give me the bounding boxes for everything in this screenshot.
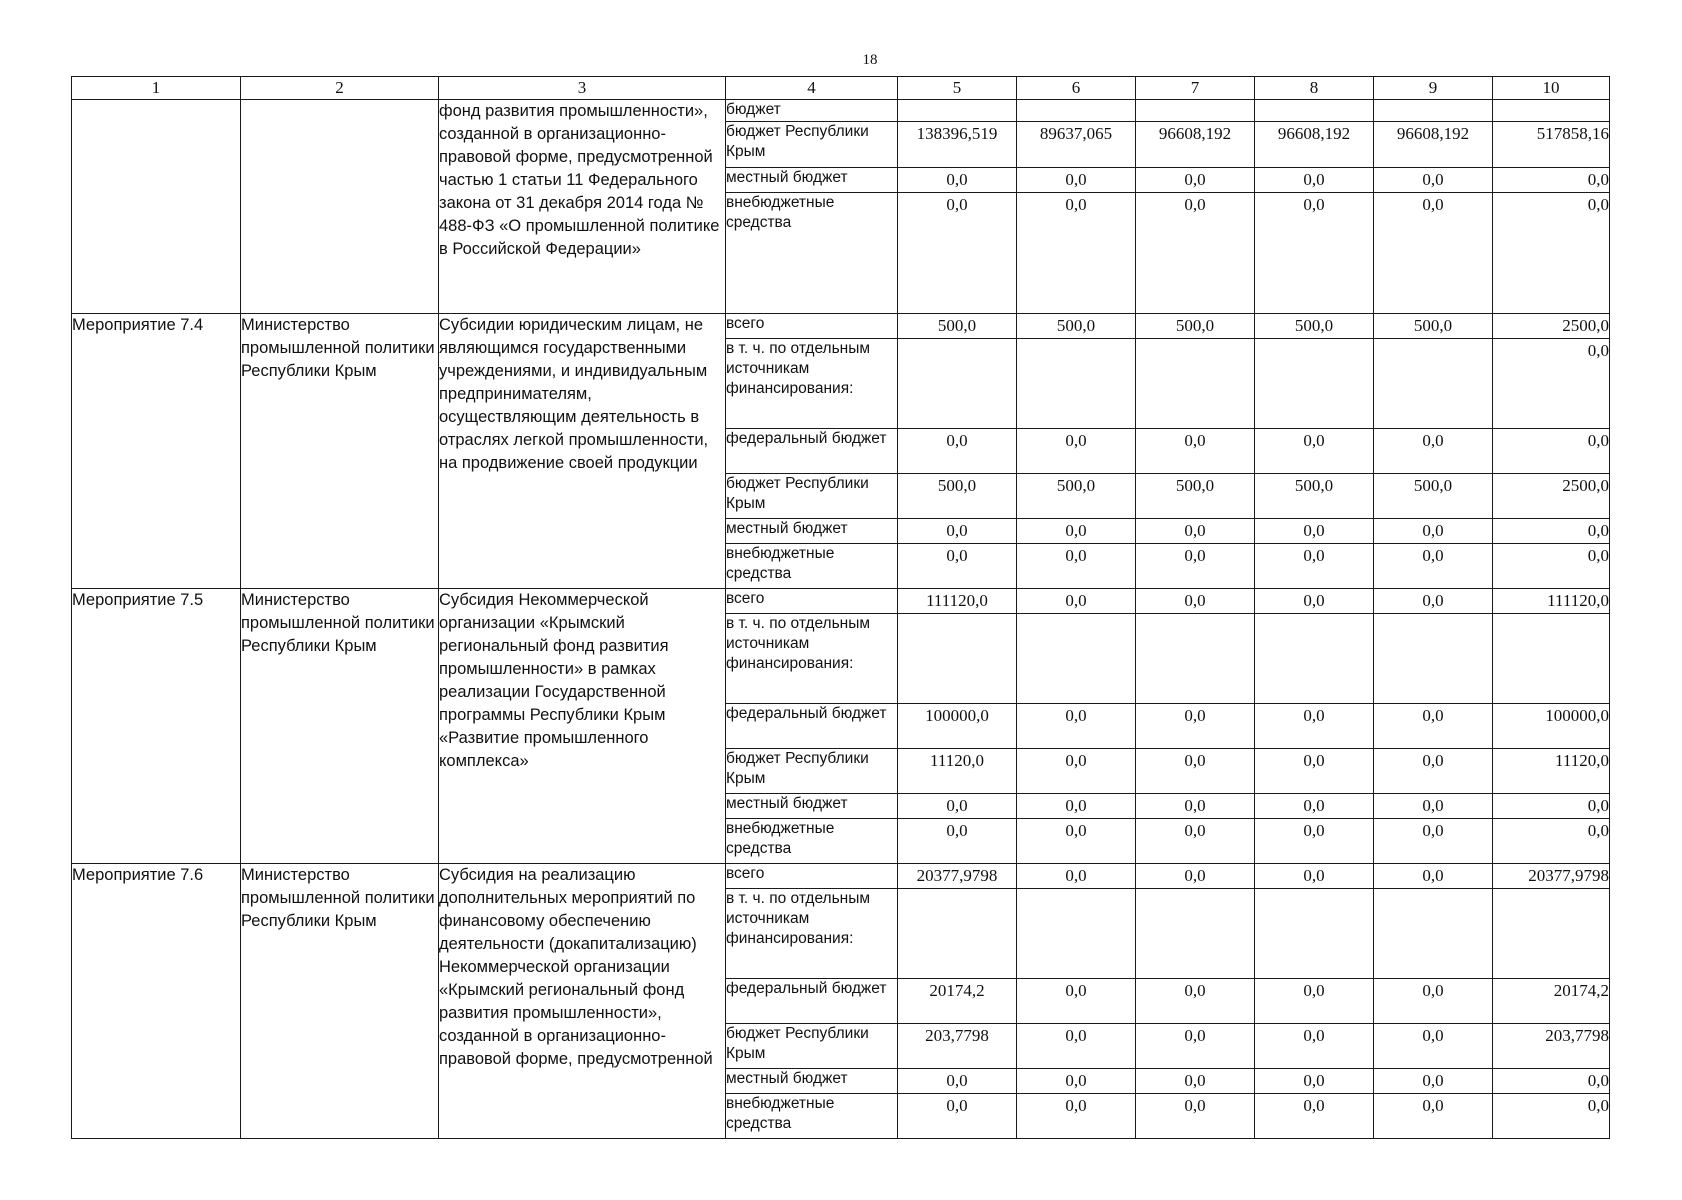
value-cell: [898, 614, 1017, 704]
value-cell: 11120,0: [898, 749, 1017, 794]
funding-source-label: бюджет Республики Крым: [726, 123, 869, 160]
value-cell: 0,0: [1017, 704, 1136, 749]
value-cell: 0,0: [1017, 544, 1136, 589]
value-cell: 0,0: [1017, 979, 1136, 1024]
value-cell: 89637,065: [1017, 122, 1136, 168]
value-cell: 0,0: [1017, 794, 1136, 819]
value-cell: 0,0: [1136, 864, 1255, 889]
value-cell: 500,0: [1255, 474, 1374, 519]
funding-source-cell: [726, 193, 898, 314]
value-cell: 0,0: [1374, 864, 1493, 889]
value-cell: 0,0: [898, 429, 1017, 474]
funding-source-label: местный бюджет: [726, 795, 848, 812]
value-cell: 0,0: [1493, 794, 1610, 819]
value-cell: [1255, 100, 1374, 122]
value-cell: [1017, 100, 1136, 122]
value-cell: 203,7798: [898, 1024, 1017, 1069]
value-cell: 11120,0: [1493, 749, 1610, 794]
funding-source-cell: [726, 794, 898, 819]
header-cell: 7: [1136, 77, 1255, 100]
funding-source-label: местный бюджет: [726, 520, 848, 537]
value-cell: 111120,0: [1493, 589, 1610, 614]
value-cell: [898, 339, 1017, 429]
value-cell: [1136, 339, 1255, 429]
funding-source-cell: [726, 168, 898, 193]
value-cell: 0,0: [1374, 193, 1493, 314]
value-cell: 0,0: [1493, 544, 1610, 589]
funding-source-cell: [726, 819, 898, 864]
header-cell: 5: [898, 77, 1017, 100]
value-cell: 0,0: [1374, 749, 1493, 794]
value-cell: 0,0: [1136, 1024, 1255, 1069]
funding-source-label: в т. ч. по отдельным источникам финансирования:: [726, 340, 871, 397]
funding-source-cell: [726, 889, 898, 979]
executor-cell: Министерство промышленной политики Республики Крым: [241, 589, 439, 864]
value-cell: [1493, 889, 1610, 979]
funding-source-label: местный бюджет: [726, 1070, 848, 1087]
funding-source-label: внебюджетные средства: [726, 545, 835, 582]
value-cell: 0,0: [1255, 168, 1374, 193]
value-cell: 0,0: [1374, 544, 1493, 589]
header-cell: 3: [439, 77, 726, 100]
funding-source-cell: [726, 704, 898, 749]
description-cell: Субсидии юридическим лицам, не являющимся государственными учреждениями, и индивидуальным предпринимателям, осуществляющим деятельность в отраслях легкой промышленности, на продвижение своей продукции: [439, 314, 726, 589]
header-cell: 2: [241, 77, 439, 100]
value-cell: 96608,192: [1255, 122, 1374, 168]
value-cell: 0,0: [1017, 193, 1136, 314]
value-cell: 500,0: [1017, 314, 1136, 339]
value-cell: 0,0: [1136, 1094, 1255, 1139]
value-cell: 2500,0: [1493, 474, 1610, 519]
funding-source-cell: [726, 474, 898, 519]
value-cell: 0,0: [1493, 819, 1610, 864]
value-cell: [898, 889, 1017, 979]
value-cell: 20174,2: [1493, 979, 1610, 1024]
value-cell: 500,0: [1136, 314, 1255, 339]
value-cell: 0,0: [1255, 1094, 1374, 1139]
value-cell: [1374, 614, 1493, 704]
measure-name-cell: Мероприятие 7.4: [72, 314, 241, 589]
value-cell: 500,0: [1136, 474, 1255, 519]
funding-source-cell: [726, 122, 898, 168]
measure-name-cell: [72, 100, 241, 314]
value-cell: 0,0: [898, 544, 1017, 589]
value-cell: 0,0: [898, 1094, 1017, 1139]
value-cell: 0,0: [1017, 589, 1136, 614]
value-cell: 0,0: [1255, 429, 1374, 474]
funding-source-label: бюджет Республики Крым: [726, 475, 869, 512]
measure-name-cell: Мероприятие 7.6: [72, 864, 241, 1139]
value-cell: [1136, 889, 1255, 979]
value-cell: 0,0: [1136, 429, 1255, 474]
funding-source-cell: [726, 589, 898, 614]
value-cell: 0,0: [1136, 794, 1255, 819]
value-cell: 100000,0: [898, 704, 1017, 749]
funding-source-label: всего: [726, 590, 765, 607]
value-cell: 0,0: [1255, 193, 1374, 314]
value-cell: 0,0: [1255, 979, 1374, 1024]
value-cell: 0,0: [1017, 168, 1136, 193]
value-cell: 111120,0: [898, 589, 1017, 614]
measure-name-cell: Мероприятие 7.5: [72, 589, 241, 864]
value-cell: 0,0: [1017, 819, 1136, 864]
funding-source-label: федеральный бюджет: [726, 430, 887, 447]
value-cell: 0,0: [1136, 749, 1255, 794]
value-cell: [1136, 614, 1255, 704]
value-cell: 0,0: [1255, 794, 1374, 819]
value-cell: 0,0: [1374, 589, 1493, 614]
value-cell: [1255, 614, 1374, 704]
value-cell: 0,0: [1374, 1069, 1493, 1094]
value-cell: 0,0: [1255, 519, 1374, 544]
table-row: [72, 864, 1610, 889]
value-cell: 0,0: [1255, 749, 1374, 794]
value-cell: 517858,16: [1493, 122, 1610, 168]
header-cell: 1: [72, 77, 241, 100]
value-cell: 0,0: [1255, 864, 1374, 889]
funding-source-cell: [726, 314, 898, 339]
value-cell: 0,0: [1255, 819, 1374, 864]
value-cell: [1255, 889, 1374, 979]
value-cell: 0,0: [1136, 589, 1255, 614]
value-cell: 0,0: [1374, 1094, 1493, 1139]
executor-cell: Министерство промышленной политики Республики Крым: [241, 314, 439, 589]
value-cell: [898, 100, 1017, 122]
value-cell: 20377,9798: [1493, 864, 1610, 889]
value-cell: 100000,0: [1493, 704, 1610, 749]
value-cell: 0,0: [1017, 519, 1136, 544]
funding-source-cell: [726, 339, 898, 429]
funding-source-label: местный бюджет: [726, 169, 848, 186]
value-cell: 0,0: [1255, 704, 1374, 749]
value-cell: 0,0: [1374, 429, 1493, 474]
page-number: 18: [862, 52, 878, 68]
value-cell: 0,0: [1136, 544, 1255, 589]
description-cell: фонд развития промышленности», созданной в организационно-правовой форме, предусмотренной частью 1 статьи 11 Федерального закона от 31 декабря 2014 года № 488-ФЗ «О промышленной политике в Российской Федерации»: [439, 100, 726, 314]
funding-source-label: бюджет Республики Крым: [726, 1025, 869, 1062]
value-cell: 0,0: [1374, 819, 1493, 864]
header-row: [72, 77, 1610, 100]
value-cell: 0,0: [1136, 519, 1255, 544]
value-cell: 500,0: [898, 314, 1017, 339]
value-cell: [1255, 339, 1374, 429]
table-row: [72, 100, 1610, 122]
value-cell: 0,0: [1493, 193, 1610, 314]
value-cell: 0,0: [1374, 519, 1493, 544]
value-cell: 0,0: [1136, 704, 1255, 749]
value-cell: 0,0: [1255, 544, 1374, 589]
value-cell: 96608,192: [1136, 122, 1255, 168]
value-cell: 0,0: [1493, 519, 1610, 544]
value-cell: 0,0: [1017, 1024, 1136, 1069]
funding-source-cell: [726, 1094, 898, 1139]
description-cell: Субсидия на реализацию дополнительных мероприятий по финансовому обеспечению деятельности (докапитализацию) Некоммерческой организации «Крымский региональный фонд развития промышленности», созданной в организационно-правовой форме, предусмотренной: [439, 864, 726, 1139]
header-cell: 6: [1017, 77, 1136, 100]
value-cell: 0,0: [1255, 589, 1374, 614]
value-cell: 138396,519: [898, 122, 1017, 168]
header-cell: 8: [1255, 77, 1374, 100]
header-cell: 10: [1493, 77, 1610, 100]
value-cell: 203,7798: [1493, 1024, 1610, 1069]
value-cell: 0,0: [1136, 168, 1255, 193]
value-cell: [1374, 100, 1493, 122]
header-cell: 9: [1374, 77, 1493, 100]
funding-source-cell: [726, 614, 898, 704]
value-cell: 500,0: [1374, 474, 1493, 519]
funding-source-label: федеральный бюджет: [726, 705, 887, 722]
value-cell: [1493, 614, 1610, 704]
value-cell: 0,0: [898, 794, 1017, 819]
value-cell: 0,0: [898, 193, 1017, 314]
value-cell: 0,0: [1136, 979, 1255, 1024]
financing-table: [71, 76, 1610, 1139]
funding-source-cell: [726, 100, 898, 122]
value-cell: 0,0: [1374, 1024, 1493, 1069]
value-cell: 0,0: [1374, 704, 1493, 749]
funding-source-cell: [726, 429, 898, 474]
value-cell: 0,0: [1255, 1069, 1374, 1094]
funding-source-label: всего: [726, 315, 765, 332]
header-cell: 4: [726, 77, 898, 100]
value-cell: 0,0: [1017, 749, 1136, 794]
funding-source-cell: [726, 979, 898, 1024]
value-cell: 0,0: [1136, 1069, 1255, 1094]
value-cell: 0,0: [1374, 168, 1493, 193]
value-cell: 0,0: [1374, 794, 1493, 819]
value-cell: 500,0: [1255, 314, 1374, 339]
funding-source-cell: [726, 1069, 898, 1094]
value-cell: 0,0: [1017, 864, 1136, 889]
value-cell: 2500,0: [1493, 314, 1610, 339]
description-cell: Субсидия Некоммерческой организации «Крымский региональный фонд развития промышленности» в рамках реализации Государственной программы Республики Крым «Развитие промышленного комплекса»: [439, 589, 726, 864]
funding-source-label: внебюджетные средства: [726, 194, 835, 231]
value-cell: 0,0: [898, 168, 1017, 193]
value-cell: [1136, 100, 1255, 122]
value-cell: 0,0: [1493, 1094, 1610, 1139]
value-cell: [1374, 889, 1493, 979]
funding-source-label: федеральный бюджет: [726, 980, 887, 997]
value-cell: 500,0: [898, 474, 1017, 519]
value-cell: 20377,9798: [898, 864, 1017, 889]
funding-source-label: бюджет Республики Крым: [726, 750, 869, 787]
value-cell: 20174,2: [898, 979, 1017, 1024]
value-cell: 0,0: [898, 519, 1017, 544]
value-cell: [1017, 339, 1136, 429]
value-cell: 96608,192: [1374, 122, 1493, 168]
funding-source-cell: [726, 519, 898, 544]
value-cell: 0,0: [1136, 193, 1255, 314]
value-cell: [1017, 889, 1136, 979]
value-cell: 0,0: [898, 1069, 1017, 1094]
funding-source-label: в т. ч. по отдельным источникам финансирования:: [726, 890, 871, 947]
funding-source-label: всего: [726, 865, 765, 882]
value-cell: 0,0: [1493, 168, 1610, 193]
value-cell: 0,0: [1493, 1069, 1610, 1094]
table-row: [72, 589, 1610, 614]
value-cell: 0,0: [1374, 979, 1493, 1024]
value-cell: [1017, 614, 1136, 704]
value-cell: 0,0: [1255, 1024, 1374, 1069]
funding-source-cell: [726, 1024, 898, 1069]
value-cell: 0,0: [1136, 819, 1255, 864]
value-cell: 0,0: [1017, 1094, 1136, 1139]
table-row: [72, 314, 1610, 339]
value-cell: 0,0: [1017, 429, 1136, 474]
value-cell: [1493, 100, 1610, 122]
funding-source-cell: [726, 864, 898, 889]
funding-source-label: в т. ч. по отдельным источникам финансирования:: [726, 615, 871, 672]
funding-source-label: внебюджетные средства: [726, 820, 835, 857]
value-cell: 500,0: [1017, 474, 1136, 519]
funding-source-cell: [726, 749, 898, 794]
funding-source-label: бюджет: [726, 101, 781, 118]
executor-cell: [241, 100, 439, 314]
value-cell: 0,0: [898, 819, 1017, 864]
value-cell: [1374, 339, 1493, 429]
funding-source-cell: [726, 544, 898, 589]
executor-cell: Министерство промышленной политики Республики Крым: [241, 864, 439, 1139]
value-cell: 0,0: [1493, 429, 1610, 474]
value-cell: 500,0: [1374, 314, 1493, 339]
funding-source-label: внебюджетные средства: [726, 1095, 835, 1132]
value-cell: 0,0: [1493, 339, 1610, 429]
value-cell: 0,0: [1017, 1069, 1136, 1094]
